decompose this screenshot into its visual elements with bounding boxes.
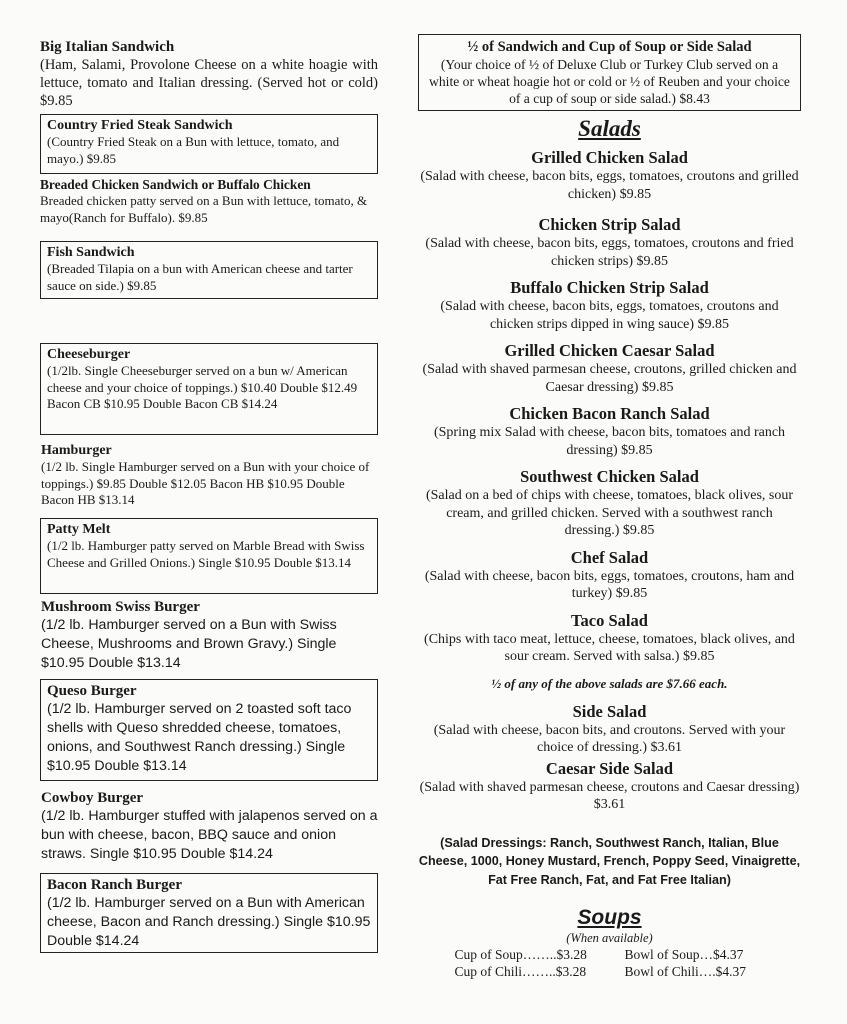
item-name: Hamburger — [41, 443, 112, 458]
salad-description: (Salad on a bed of chips with cheese, tomatoes, black olives, sour cream, and grilled chicken. Served with a southwest ranch dressing.) $9.85 — [425, 488, 793, 538]
item-description: (Your choice of ½ of Deluxe Club or Turkey Club served on a white or wheat hoagie hot or cold or ½ of Reuben and your choice of a cup of soup or side salad.) $8.43 — [429, 57, 790, 106]
item-description: Breaded chicken patty served on a Bun with lettuce, tomato, & mayo(Ranch for Buffalo). $9.85 — [40, 193, 368, 225]
item-description: (1/2 lb. Hamburger served on a Bun with American cheese, Bacon and Ranch dressing.) Single $10.95 Double $14.24 — [47, 895, 371, 949]
salad-name: Chicken Strip Salad — [538, 215, 681, 234]
item-description: (1/2 lb. Hamburger served on a Bun with Swiss Cheese, Mushrooms and Brown Gravy.) Single $10.95 Double $13.14 — [41, 617, 337, 671]
salad-southwest-chicken — [418, 467, 801, 540]
item-name: Big Italian Sandwich — [40, 39, 175, 55]
item-name: Cheeseburger — [47, 347, 131, 362]
soups-heading: Soups — [577, 906, 642, 929]
salad-description: (Chips with taco meat, lettuce, cheese, tomatoes, black olives, and sour cream. Served with salsa.) $9.85 — [424, 631, 795, 664]
salad-name: Buffalo Chicken Strip Salad — [510, 278, 709, 297]
item-description: (1/2 lb. Hamburger stuffed with jalapenos served on a bun with cheese, bacon, BBQ sauce and onion straws. Single $10.95 Double $14.24 — [41, 808, 378, 862]
soups-price-list — [418, 946, 801, 980]
item-name: Country Fried Steak Sandwich — [47, 118, 233, 133]
menu-item-cowboy-burger — [40, 789, 378, 869]
salad-side — [418, 702, 801, 757]
menu-item-fish-sandwich — [40, 241, 378, 299]
soups-availability-note: (When available) — [566, 931, 653, 945]
salad-grilled-chicken — [418, 148, 801, 203]
menu-item-queso-burger — [40, 679, 378, 781]
salad-description: (Salad with cheese, bacon bits, eggs, tomatoes, croutons and grilled chicken) $9.85 — [420, 169, 799, 202]
left-column — [40, 38, 378, 953]
salad-description: (Spring mix Salad with cheese, bacon bits, tomatoes and ranch dressing) $9.85 — [433, 425, 786, 458]
salad-description: (Salad with shaved parmesan cheese, croutons, grilled chicken and Caesar dressing) $9.85 — [422, 362, 797, 395]
menu-item-country-fried-steak — [40, 114, 378, 174]
salad-description: (Salad with cheese, bacon bits, eggs, tomatoes, croutons, ham and turkey) $9.85 — [424, 568, 795, 601]
salad-chicken-bacon-ranch — [418, 404, 801, 459]
salad-caesar-side — [418, 759, 801, 814]
salad-name: Taco Salad — [571, 610, 648, 630]
item-name: Mushroom Swiss Burger — [41, 599, 200, 615]
item-description: (Country Fried Steak on a Bun with lettuce, tomato, and mayo.) $9.85 — [47, 134, 340, 166]
salad-name: Southwest Chicken Salad — [520, 467, 699, 486]
salad-dressings: (Salad Dressings: Ranch, Southwest Ranch, Italian, Blue Cheese, 1000, Honey Mustard, French, Poppy Seed, Vinaigrette, Fat Free Ranch, Fat, and Fat Free Italian) — [418, 835, 801, 887]
item-description: (Breaded Tilapia on a bun with American cheese and tarter sauce on side.) $9.85 — [47, 261, 353, 293]
salad-buffalo-chicken-strip — [418, 278, 801, 333]
item-description: (1/2 lb. Hamburger patty served on Marble Bread with Swiss Cheese and Grilled Onions.) Single $10.95 Double $13.14 — [47, 538, 365, 570]
salad-name: Chef Salad — [570, 547, 649, 567]
menu-item-hamburger — [40, 442, 378, 514]
salad-name: Grilled Chicken Salad — [531, 148, 688, 167]
item-name: Queso Burger — [47, 683, 137, 699]
item-name: Cowboy Burger — [41, 790, 144, 806]
item-name: Bacon Ranch Burger — [47, 877, 182, 893]
salads-heading: Salads — [578, 116, 641, 141]
item-description: (1/2lb. Single Cheeseburger served on a bun w/ American cheese and your choice of toppings.) $10.40 Double $12.49 Bacon CB $10.95 Double Bacon CB $14.24 — [47, 363, 358, 411]
menu-item-half-sandwich — [418, 34, 801, 111]
salad-taco — [418, 611, 801, 666]
menu-item-bacon-ranch-burger — [40, 873, 378, 953]
salad-chicken-strip — [418, 215, 801, 270]
salad-grilled-chicken-caesar — [418, 341, 801, 396]
cup-of-chili-price: Cup of Chili……..$3.28 — [454, 964, 587, 979]
menu-item-big-italian — [40, 38, 378, 112]
item-description: (Ham, Salami, Provolone Cheese on a white hoagie with lettuce, tomato and Italian dressing. (Served hot or cold) $9.85 — [40, 57, 378, 109]
right-column — [418, 34, 801, 980]
cup-of-soup-price: Cup of Soup……..$3.28 — [454, 947, 587, 962]
salad-name: Chicken Bacon Ranch Salad — [509, 404, 710, 423]
menu-item-mushroom-swiss — [40, 598, 378, 676]
menu-item-patty-melt — [40, 518, 378, 594]
salad-description: (Salad with shaved parmesan cheese, croutons and Caesar dressing) $3.61 — [419, 779, 800, 812]
menu-item-cheeseburger — [40, 343, 378, 435]
item-description: (1/2 lb. Single Hamburger served on a Bun with your choice of toppings.) $9.85 Double $12.05 Bacon HB $10.95 Double Bacon HB $13.14 — [41, 459, 370, 507]
item-name: Fish Sandwich — [47, 245, 135, 260]
item-name: ½ of Sandwich and Cup of Soup or Side Salad — [467, 39, 752, 55]
menu-item-breaded-chicken — [40, 176, 378, 234]
item-description: (1/2 lb. Hamburger served on 2 toasted soft taco shells with Queso shredded cheese, tomatoes, onions, and Southwest Ranch dressing.) Single $10.95 Double $13.14 — [47, 701, 352, 774]
bowl-of-soup-price: Bowl of Soup…$4.37 — [624, 947, 744, 962]
item-name: Patty Melt — [47, 522, 111, 537]
salad-name: Side Salad — [572, 701, 647, 721]
salad-description: (Salad with cheese, bacon bits, eggs, tomatoes, croutons and fried chicken strips) $9.85 — [425, 236, 794, 269]
salad-description: (Salad with cheese, bacon bits, eggs, tomatoes, croutons and chicken strips dipped in wing sauce) $9.85 — [440, 299, 779, 332]
salad-name: Grilled Chicken Caesar Salad — [504, 341, 715, 360]
half-salads-note: ½ of any of the above salads are $7.66 each. — [491, 675, 728, 691]
bowl-of-chili-price: Bowl of Chili….$4.37 — [624, 964, 747, 979]
item-name: Breaded Chicken Sandwich or Buffalo Chicken — [40, 177, 311, 192]
salad-description: (Salad with cheese, bacon bits, and croutons. Served with your choice of dressing.) $3.61 — [433, 722, 786, 755]
salad-name: Caesar Side Salad — [545, 758, 674, 778]
salad-chef — [418, 548, 801, 603]
